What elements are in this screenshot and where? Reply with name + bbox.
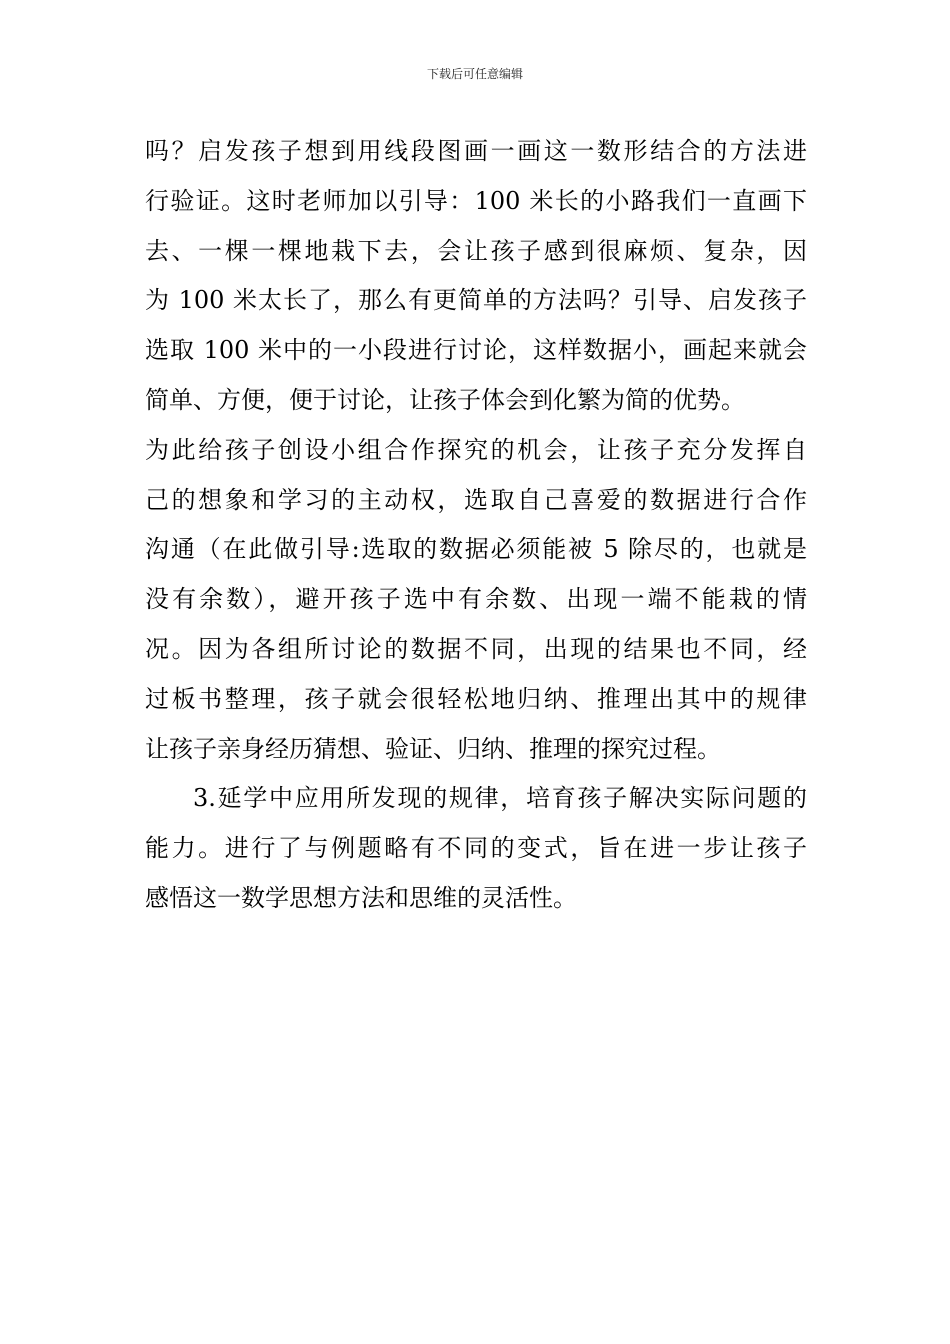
text-line: 去、一棵一棵地栽下去，会让孩子感到很麻烦、复杂，因 bbox=[145, 236, 807, 265]
text-line: 能力。进行了与例题略有不同的变式，旨在进一步让孩子 bbox=[145, 834, 807, 863]
text-line: 3.延学中应用所发现的规律，培育孩子解决实际问题的 bbox=[193, 784, 807, 813]
text-line: 为此给孩子创设小组合作探究的机会，让孩子充分发挥自 bbox=[145, 435, 807, 464]
text-line: 没有余数），避开孩子选中有余数、出现一端不能栽的情 bbox=[145, 585, 807, 614]
text-line: 沟通（在此做引导:选取的数据必须能被 5 除尽的，也就是 bbox=[145, 535, 807, 564]
paragraph bbox=[145, 127, 807, 774]
text-line: 况。因为各组所讨论的数据不同，出现的结果也不同，经 bbox=[145, 634, 807, 663]
text-line: 为 100 米太长了，那么有更简单的方法吗？引导、启发孩子 bbox=[145, 286, 807, 315]
text-line: 感悟这一数学思想方法和思维的灵活性。 bbox=[145, 883, 577, 912]
text-line: 吗？启发孩子想到用线段图画一画这一数形结合的方法进 bbox=[145, 137, 807, 165]
paragraph bbox=[145, 774, 807, 923]
text-line: 简单、方便，便于讨论，让孩子体会到化繁为简的优势。 bbox=[145, 385, 745, 414]
text-line: 过板书整理，孩子就会很轻松地归纳、推理出其中的规律 bbox=[145, 684, 807, 713]
text-line: 己的想象和学习的主动权，选取自己喜爱的数据进行合作 bbox=[145, 485, 807, 514]
page-header: 下载后可任意编辑 bbox=[426, 67, 523, 81]
body-text bbox=[145, 127, 807, 924]
text-line: 选取 100 米中的一小段进行讨论，这样数据小，画起来就会 bbox=[145, 336, 807, 365]
text-line: 行验证。这时老师加以引导：100 米长的小路我们一直画下 bbox=[145, 186, 807, 215]
text-line: 让孩子亲身经历猜想、验证、归纳、推理的探究过程。 bbox=[145, 734, 721, 763]
